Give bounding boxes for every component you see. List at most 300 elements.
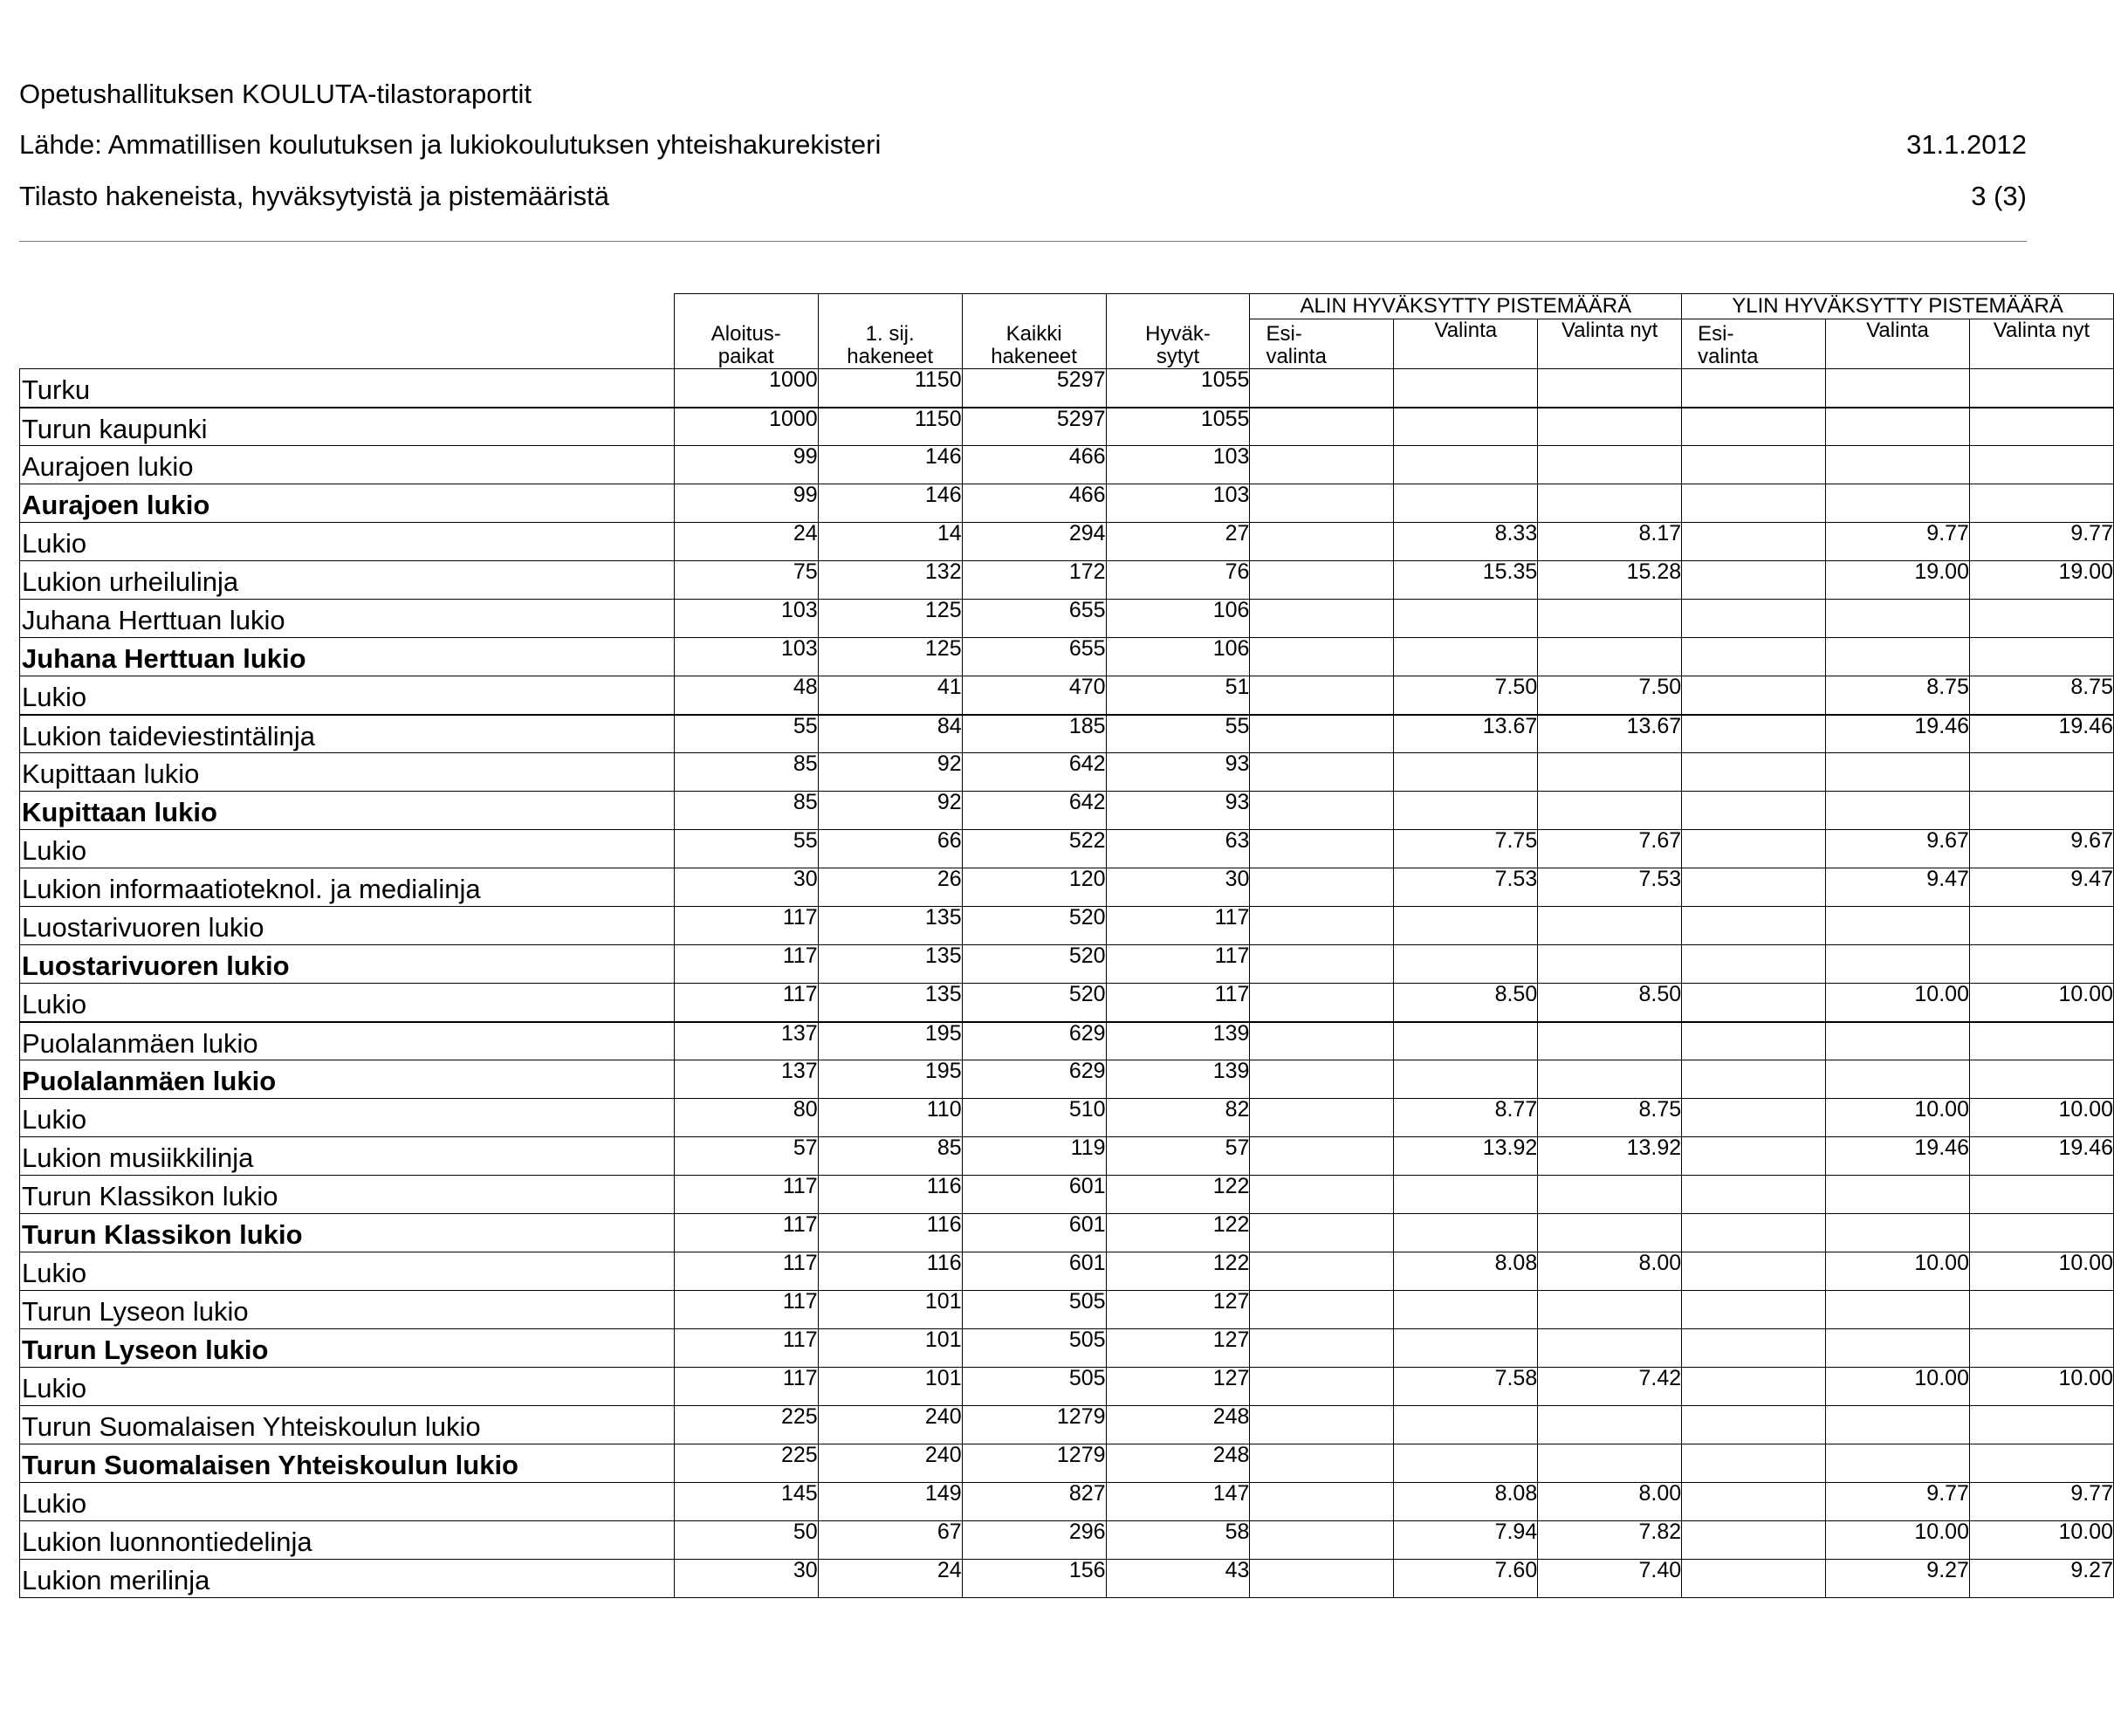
cell-ylin-esivalinta [1682, 753, 1826, 792]
cell-aloituspaikat: 75 [674, 561, 818, 600]
row-name: Turun Klassikon lukio [20, 1176, 675, 1214]
cell-ylin-valinta-nyt: 19.46 [1969, 715, 2113, 753]
cell-alin-valinta-nyt: 8.75 [1538, 1099, 1682, 1137]
cell-alin-valinta [1394, 638, 1538, 676]
table-row [20, 1406, 2114, 1444]
cell-hyvaksytyt: 30 [1106, 868, 1250, 907]
cell-aloituspaikat: 117 [674, 1329, 818, 1368]
cell-alin-esivalinta [1250, 907, 1394, 945]
cell-hyvaksytyt: 82 [1106, 1099, 1250, 1137]
cell-aloituspaikat: 137 [674, 1060, 818, 1099]
cell-ylin-valinta-nyt [1969, 1176, 2113, 1214]
cell-ylin-esivalinta [1682, 1060, 1826, 1099]
cell-aloituspaikat: 57 [674, 1137, 818, 1176]
cell-ylin-valinta [1826, 484, 1970, 523]
cell-ylin-esivalinta [1682, 830, 1826, 868]
table-row [20, 1291, 2114, 1329]
cell-ylin-valinta [1826, 792, 1970, 830]
cell-kaikki-hakeneet: 629 [962, 1060, 1106, 1099]
cell-aloituspaikat: 117 [674, 984, 818, 1022]
cell-ensisijaiset-hakeneet: 92 [818, 753, 962, 792]
row-name: Lukion informaatioteknol. ja medialinja [20, 868, 675, 907]
cell-hyvaksytyt: 27 [1106, 523, 1250, 561]
cell-ylin-valinta-nyt [1969, 1022, 2113, 1060]
group-header-ylin: YLIN HYVÄKSYTTY PISTEMÄÄRÄ [1682, 294, 2114, 319]
cell-aloituspaikat: 117 [674, 907, 818, 945]
cell-kaikki-hakeneet: 172 [962, 561, 1106, 600]
cell-ylin-esivalinta [1682, 792, 1826, 830]
row-name: Juhana Herttuan lukio [20, 600, 675, 638]
row-name: Turun Suomalaisen Yhteiskoulun lukio [20, 1406, 675, 1444]
cell-ylin-valinta: 10.00 [1826, 1252, 1970, 1291]
cell-ylin-valinta-nyt [1969, 1444, 2113, 1483]
row-name: Lukio [20, 1252, 675, 1291]
cell-alin-valinta-nyt [1538, 945, 1682, 984]
cell-ylin-valinta-nyt: 10.00 [1969, 1368, 2113, 1406]
cell-ylin-esivalinta [1682, 715, 1826, 753]
cell-ylin-valinta-nyt [1969, 600, 2113, 638]
col-header-hyvaksytyt: Hyväk- sytyt [1106, 294, 1250, 369]
cell-aloituspaikat: 30 [674, 1560, 818, 1598]
cell-alin-valinta-nyt [1538, 792, 1682, 830]
cell-aloituspaikat: 99 [674, 446, 818, 484]
cell-ylin-esivalinta [1682, 600, 1826, 638]
cell-ylin-valinta-nyt: 10.00 [1969, 1252, 2113, 1291]
cell-ylin-valinta-nyt [1969, 792, 2113, 830]
statistics-table [19, 293, 2114, 1598]
cell-alin-esivalinta [1250, 1483, 1394, 1521]
cell-ylin-valinta [1826, 1291, 1970, 1329]
cell-hyvaksytyt: 93 [1106, 792, 1250, 830]
cell-alin-valinta: 8.08 [1394, 1252, 1538, 1291]
cell-ensisijaiset-hakeneet: 92 [818, 792, 962, 830]
cell-hyvaksytyt: 51 [1106, 676, 1250, 715]
cell-kaikki-hakeneet: 185 [962, 715, 1106, 753]
cell-aloituspaikat: 1000 [674, 408, 818, 446]
row-name: Lukion luonnontiedelinja [20, 1521, 675, 1560]
cell-ylin-esivalinta [1682, 638, 1826, 676]
cell-alin-esivalinta [1250, 1022, 1394, 1060]
cell-aloituspaikat: 145 [674, 1483, 818, 1521]
row-name: Aurajoen lukio [20, 446, 675, 484]
col-header-alin-esivalinta: Esi- valinta [1250, 319, 1394, 369]
cell-ylin-valinta-nyt [1969, 638, 2113, 676]
cell-aloituspaikat: 80 [674, 1099, 818, 1137]
row-name: Lukio [20, 830, 675, 868]
cell-alin-valinta-nyt: 7.53 [1538, 868, 1682, 907]
cell-ylin-valinta: 9.47 [1826, 868, 1970, 907]
table-row [20, 945, 2114, 984]
cell-ylin-esivalinta [1682, 984, 1826, 1022]
cell-alin-valinta-nyt [1538, 1176, 1682, 1214]
cell-alin-esivalinta [1250, 369, 1394, 408]
cell-alin-esivalinta [1250, 1329, 1394, 1368]
cell-ylin-valinta [1826, 1022, 1970, 1060]
cell-ylin-valinta: 10.00 [1826, 1368, 1970, 1406]
cell-kaikki-hakeneet: 642 [962, 792, 1106, 830]
cell-alin-valinta-nyt: 13.67 [1538, 715, 1682, 753]
cell-ylin-esivalinta [1682, 408, 1826, 446]
row-name: Kupittaan lukio [20, 753, 675, 792]
cell-hyvaksytyt: 122 [1106, 1214, 1250, 1252]
cell-kaikki-hakeneet: 466 [962, 484, 1106, 523]
cell-kaikki-hakeneet: 827 [962, 1483, 1106, 1521]
cell-ensisijaiset-hakeneet: 195 [818, 1060, 962, 1099]
cell-ylin-esivalinta [1682, 1368, 1826, 1406]
cell-alin-valinta-nyt [1538, 1022, 1682, 1060]
cell-ensisijaiset-hakeneet: 116 [818, 1176, 962, 1214]
cell-ensisijaiset-hakeneet: 41 [818, 676, 962, 715]
cell-alin-valinta-nyt [1538, 1406, 1682, 1444]
cell-ylin-valinta-nyt [1969, 945, 2113, 984]
table-row [20, 984, 2114, 1022]
row-name: Lukion musiikkilinja [20, 1137, 675, 1176]
cell-aloituspaikat: 103 [674, 638, 818, 676]
cell-ylin-valinta: 9.67 [1826, 830, 1970, 868]
cell-alin-valinta-nyt [1538, 600, 1682, 638]
row-name: Lukio [20, 523, 675, 561]
cell-ensisijaiset-hakeneet: 240 [818, 1444, 962, 1483]
cell-ensisijaiset-hakeneet: 135 [818, 984, 962, 1022]
cell-aloituspaikat: 225 [674, 1444, 818, 1483]
table-row [20, 830, 2114, 868]
row-name: Lukion merilinja [20, 1560, 675, 1598]
table-row [20, 907, 2114, 945]
cell-alin-valinta-nyt: 7.40 [1538, 1560, 1682, 1598]
cell-ylin-valinta: 19.46 [1826, 1137, 1970, 1176]
cell-aloituspaikat: 24 [674, 523, 818, 561]
cell-ylin-esivalinta [1682, 523, 1826, 561]
cell-hyvaksytyt: 127 [1106, 1329, 1250, 1368]
cell-hyvaksytyt: 57 [1106, 1137, 1250, 1176]
cell-aloituspaikat: 85 [674, 753, 818, 792]
cell-ylin-valinta-nyt: 9.77 [1969, 523, 2113, 561]
cell-ylin-valinta: 19.46 [1826, 715, 1970, 753]
row-name: Lukion urheilulinja [20, 561, 675, 600]
row-name: Lukio [20, 1483, 675, 1521]
cell-alin-esivalinta [1250, 1137, 1394, 1176]
cell-alin-valinta [1394, 446, 1538, 484]
cell-alin-esivalinta [1250, 676, 1394, 715]
row-name: Luostarivuoren lukio [20, 907, 675, 945]
cell-alin-esivalinta [1250, 561, 1394, 600]
table-row [20, 1214, 2114, 1252]
row-name: Turun Klassikon lukio [20, 1214, 675, 1252]
cell-ensisijaiset-hakeneet: 135 [818, 945, 962, 984]
cell-kaikki-hakeneet: 505 [962, 1368, 1106, 1406]
table-row [20, 561, 2114, 600]
cell-ensisijaiset-hakeneet: 67 [818, 1521, 962, 1560]
cell-ylin-esivalinta [1682, 369, 1826, 408]
cell-aloituspaikat: 117 [674, 945, 818, 984]
cell-alin-esivalinta [1250, 1252, 1394, 1291]
cell-kaikki-hakeneet: 119 [962, 1137, 1106, 1176]
cell-ylin-esivalinta [1682, 561, 1826, 600]
cell-ensisijaiset-hakeneet: 146 [818, 446, 962, 484]
cell-ylin-valinta [1826, 600, 1970, 638]
cell-ylin-valinta-nyt: 9.47 [1969, 868, 2113, 907]
col-header-aloituspaikat: Aloitus- paikat [674, 294, 818, 369]
table-row [20, 638, 2114, 676]
cell-alin-esivalinta [1250, 1099, 1394, 1137]
cell-ylin-valinta [1826, 1176, 1970, 1214]
cell-ensisijaiset-hakeneet: 14 [818, 523, 962, 561]
cell-ensisijaiset-hakeneet: 24 [818, 1560, 962, 1598]
cell-alin-valinta-nyt: 13.92 [1538, 1137, 1682, 1176]
cell-alin-valinta-nyt: 8.17 [1538, 523, 1682, 561]
cell-hyvaksytyt: 139 [1106, 1060, 1250, 1099]
cell-alin-valinta-nyt [1538, 369, 1682, 408]
cell-alin-valinta: 13.92 [1394, 1137, 1538, 1176]
row-name: Puolalanmäen lukio [20, 1022, 675, 1060]
cell-alin-valinta: 7.53 [1394, 868, 1538, 907]
table-row [20, 600, 2114, 638]
cell-alin-esivalinta [1250, 1368, 1394, 1406]
cell-ylin-valinta-nyt [1969, 1214, 2113, 1252]
cell-ensisijaiset-hakeneet: 146 [818, 484, 962, 523]
cell-alin-valinta: 8.33 [1394, 523, 1538, 561]
cell-hyvaksytyt: 127 [1106, 1368, 1250, 1406]
report-date: 31.1.2012 [1906, 129, 2027, 160]
cell-alin-valinta-nyt [1538, 1214, 1682, 1252]
cell-ylin-esivalinta [1682, 1406, 1826, 1444]
cell-alin-valinta-nyt [1538, 408, 1682, 446]
cell-alin-esivalinta [1250, 1560, 1394, 1598]
cell-ylin-esivalinta [1682, 1483, 1826, 1521]
cell-ylin-valinta [1826, 945, 1970, 984]
cell-kaikki-hakeneet: 520 [962, 907, 1106, 945]
cell-alin-valinta-nyt: 7.42 [1538, 1368, 1682, 1406]
cell-alin-esivalinta [1250, 1291, 1394, 1329]
cell-ylin-valinta-nyt [1969, 907, 2113, 945]
cell-alin-esivalinta [1250, 1060, 1394, 1099]
cell-ensisijaiset-hakeneet: 66 [818, 830, 962, 868]
cell-alin-valinta [1394, 1444, 1538, 1483]
cell-alin-valinta-nyt [1538, 1291, 1682, 1329]
cell-ensisijaiset-hakeneet: 26 [818, 868, 962, 907]
table-row [20, 868, 2114, 907]
table-row [20, 1060, 2114, 1099]
cell-alin-esivalinta [1250, 1521, 1394, 1560]
cell-hyvaksytyt: 248 [1106, 1444, 1250, 1483]
cell-aloituspaikat: 1000 [674, 369, 818, 408]
cell-aloituspaikat: 85 [674, 792, 818, 830]
cell-hyvaksytyt: 93 [1106, 753, 1250, 792]
cell-kaikki-hakeneet: 520 [962, 984, 1106, 1022]
cell-ylin-esivalinta [1682, 1214, 1826, 1252]
cell-alin-esivalinta [1250, 984, 1394, 1022]
cell-ylin-valinta [1826, 1060, 1970, 1099]
table-row [20, 1176, 2114, 1214]
row-name: Lukio [20, 984, 675, 1022]
cell-alin-esivalinta [1250, 523, 1394, 561]
cell-alin-valinta [1394, 1291, 1538, 1329]
cell-alin-valinta [1394, 792, 1538, 830]
cell-ylin-valinta [1826, 753, 1970, 792]
cell-ylin-esivalinta [1682, 945, 1826, 984]
row-name: Lukio [20, 676, 675, 715]
table-row [20, 1560, 2114, 1598]
cell-ylin-valinta: 19.00 [1826, 561, 1970, 600]
cell-alin-valinta [1394, 600, 1538, 638]
cell-alin-esivalinta [1250, 1176, 1394, 1214]
cell-ensisijaiset-hakeneet: 1150 [818, 408, 962, 446]
col-header-ensisijaiset-hakeneet: 1. sij. hakeneet [818, 294, 962, 369]
cell-aloituspaikat: 50 [674, 1521, 818, 1560]
cell-kaikki-hakeneet: 156 [962, 1560, 1106, 1598]
cell-ensisijaiset-hakeneet: 84 [818, 715, 962, 753]
col-header-ylin-valinta-nyt: Valinta nyt [1969, 319, 2113, 369]
cell-ensisijaiset-hakeneet: 116 [818, 1252, 962, 1291]
cell-kaikki-hakeneet: 520 [962, 945, 1106, 984]
cell-alin-valinta: 7.75 [1394, 830, 1538, 868]
cell-kaikki-hakeneet: 601 [962, 1176, 1106, 1214]
cell-alin-valinta: 8.08 [1394, 1483, 1538, 1521]
cell-ylin-esivalinta [1682, 1176, 1826, 1214]
cell-alin-valinta-nyt [1538, 1329, 1682, 1368]
report-series-title: Opetushallituksen KOULUTA-tilastoraportit [19, 79, 532, 109]
row-name: Lukion taideviestintälinja [20, 715, 675, 753]
header-divider [19, 241, 2027, 242]
cell-aloituspaikat: 103 [674, 600, 818, 638]
cell-kaikki-hakeneet: 470 [962, 676, 1106, 715]
cell-ylin-valinta-nyt: 8.75 [1969, 676, 2113, 715]
cell-ylin-valinta: 9.77 [1826, 1483, 1970, 1521]
table-row [20, 1521, 2114, 1560]
cell-alin-valinta: 7.94 [1394, 1521, 1538, 1560]
cell-ylin-esivalinta [1682, 868, 1826, 907]
cell-hyvaksytyt: 76 [1106, 561, 1250, 600]
cell-alin-valinta-nyt: 7.82 [1538, 1521, 1682, 1560]
row-name: Aurajoen lukio [20, 484, 675, 523]
cell-kaikki-hakeneet: 505 [962, 1291, 1106, 1329]
table-row [20, 484, 2114, 523]
cell-ylin-esivalinta [1682, 1291, 1826, 1329]
cell-ylin-valinta [1826, 408, 1970, 446]
table-row [20, 1368, 2114, 1406]
cell-hyvaksytyt: 117 [1106, 907, 1250, 945]
cell-ylin-esivalinta [1682, 484, 1826, 523]
table-body [20, 369, 2114, 1598]
cell-ylin-valinta [1826, 1329, 1970, 1368]
cell-alin-esivalinta [1250, 753, 1394, 792]
table-row [20, 1099, 2114, 1137]
cell-hyvaksytyt: 1055 [1106, 408, 1250, 446]
cell-alin-valinta-nyt [1538, 446, 1682, 484]
cell-alin-valinta [1394, 1022, 1538, 1060]
cell-kaikki-hakeneet: 601 [962, 1214, 1106, 1252]
cell-hyvaksytyt: 58 [1106, 1521, 1250, 1560]
statistics-table-wrapper [19, 293, 2113, 1597]
cell-ylin-valinta: 8.75 [1826, 676, 1970, 715]
cell-hyvaksytyt: 248 [1106, 1406, 1250, 1444]
cell-ensisijaiset-hakeneet: 1150 [818, 369, 962, 408]
cell-ylin-valinta-nyt: 9.27 [1969, 1560, 2113, 1598]
table-row [20, 715, 2114, 753]
cell-alin-valinta: 8.77 [1394, 1099, 1538, 1137]
table-row [20, 792, 2114, 830]
cell-alin-valinta-nyt: 8.00 [1538, 1252, 1682, 1291]
cell-alin-esivalinta [1250, 484, 1394, 523]
cell-ylin-esivalinta [1682, 1252, 1826, 1291]
table-row [20, 1022, 2114, 1060]
cell-alin-esivalinta [1250, 638, 1394, 676]
cell-alin-esivalinta [1250, 1406, 1394, 1444]
table-row [20, 446, 2114, 484]
cell-alin-valinta-nyt [1538, 1444, 1682, 1483]
cell-ensisijaiset-hakeneet: 195 [818, 1022, 962, 1060]
cell-kaikki-hakeneet: 1279 [962, 1406, 1106, 1444]
cell-aloituspaikat: 137 [674, 1022, 818, 1060]
cell-kaikki-hakeneet: 655 [962, 600, 1106, 638]
col-header-ylin-esivalinta: Esi- valinta [1682, 319, 1826, 369]
cell-ylin-esivalinta [1682, 1137, 1826, 1176]
table-row [20, 1444, 2114, 1483]
cell-ensisijaiset-hakeneet: 240 [818, 1406, 962, 1444]
cell-alin-valinta: 15.35 [1394, 561, 1538, 600]
col-header-alin-valinta-nyt: Valinta nyt [1538, 319, 1682, 369]
cell-alin-esivalinta [1250, 792, 1394, 830]
cell-ylin-valinta-nyt [1969, 484, 2113, 523]
cell-alin-esivalinta [1250, 1214, 1394, 1252]
cell-kaikki-hakeneet: 642 [962, 753, 1106, 792]
report-source: Lähde: Ammatillisen koulutuksen ja lukiokoulutuksen yhteishakurekisteri [19, 129, 882, 160]
row-name: Luostarivuoren lukio [20, 945, 675, 984]
row-name: Turun Lyseon lukio [20, 1291, 675, 1329]
cell-kaikki-hakeneet: 1279 [962, 1444, 1106, 1483]
col-header-alin-valinta: Valinta [1394, 319, 1538, 369]
cell-aloituspaikat: 117 [674, 1252, 818, 1291]
cell-ylin-valinta: 10.00 [1826, 984, 1970, 1022]
row-name: Juhana Herttuan lukio [20, 638, 675, 676]
cell-alin-valinta [1394, 1060, 1538, 1099]
cell-ylin-valinta-nyt: 9.67 [1969, 830, 2113, 868]
cell-kaikki-hakeneet: 522 [962, 830, 1106, 868]
name-column-header [20, 294, 675, 369]
table-row [20, 523, 2114, 561]
cell-ensisijaiset-hakeneet: 101 [818, 1368, 962, 1406]
cell-hyvaksytyt: 43 [1106, 1560, 1250, 1598]
cell-ylin-valinta: 9.77 [1826, 523, 1970, 561]
cell-ensisijaiset-hakeneet: 125 [818, 638, 962, 676]
cell-hyvaksytyt: 1055 [1106, 369, 1250, 408]
cell-hyvaksytyt: 55 [1106, 715, 1250, 753]
report-title: Tilasto hakeneista, hyväksytyistä ja pistemääristä [19, 181, 609, 211]
cell-alin-valinta-nyt [1538, 484, 1682, 523]
cell-alin-valinta-nyt [1538, 907, 1682, 945]
row-name: Lukio [20, 1099, 675, 1137]
cell-alin-valinta-nyt [1538, 638, 1682, 676]
cell-ylin-valinta-nyt: 19.46 [1969, 1137, 2113, 1176]
table-row [20, 676, 2114, 715]
cell-alin-valinta: 13.67 [1394, 715, 1538, 753]
cell-ylin-valinta-nyt [1969, 1291, 2113, 1329]
cell-ensisijaiset-hakeneet: 116 [818, 1214, 962, 1252]
cell-hyvaksytyt: 117 [1106, 945, 1250, 984]
row-name: Lukio [20, 1368, 675, 1406]
table-row [20, 1137, 2114, 1176]
cell-alin-valinta [1394, 369, 1538, 408]
cell-alin-valinta-nyt: 8.50 [1538, 984, 1682, 1022]
cell-ylin-valinta-nyt: 10.00 [1969, 1521, 2113, 1560]
cell-alin-valinta-nyt: 8.00 [1538, 1483, 1682, 1521]
cell-ylin-valinta [1826, 369, 1970, 408]
cell-alin-esivalinta [1250, 715, 1394, 753]
cell-kaikki-hakeneet: 505 [962, 1329, 1106, 1368]
cell-alin-valinta: 8.50 [1394, 984, 1538, 1022]
cell-ensisijaiset-hakeneet: 85 [818, 1137, 962, 1176]
cell-ylin-valinta-nyt [1969, 753, 2113, 792]
